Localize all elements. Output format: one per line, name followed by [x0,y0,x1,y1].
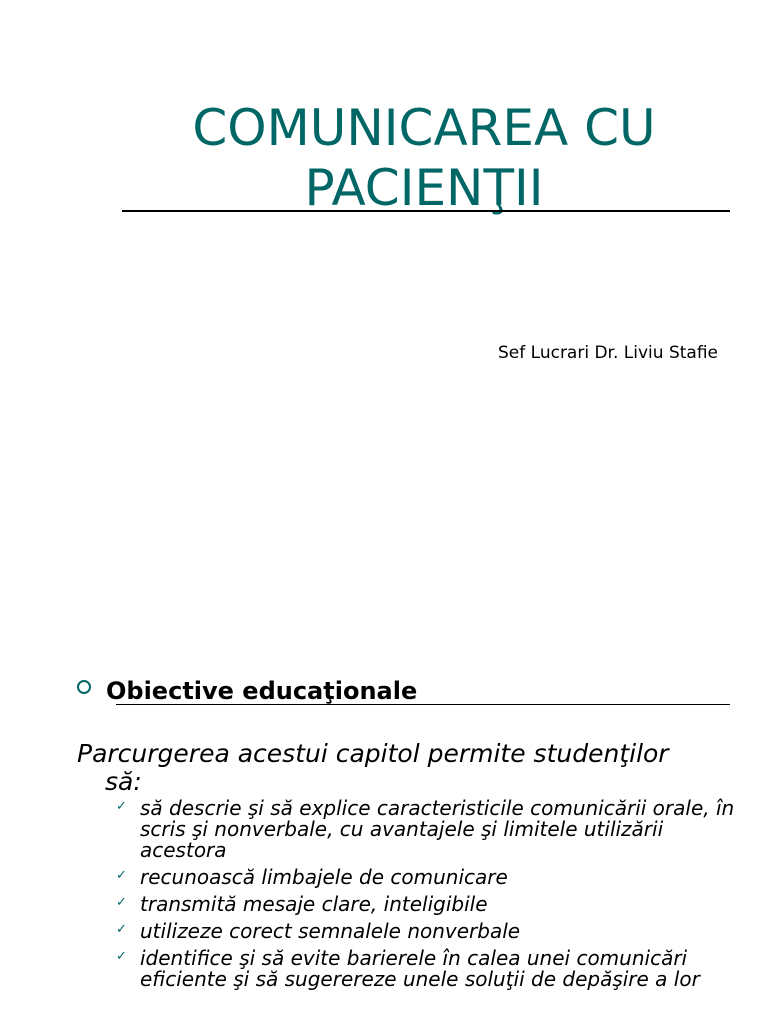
section-heading: Obiective educaţionale [106,677,418,705]
objective-text: transmită mesaje clare, inteligibile [140,892,488,916]
checkmark-icon: ✓ [116,868,127,883]
objective-text: utilizeze corect semnalele nonverbale [140,919,521,943]
checkmark-icon: ✓ [116,799,127,814]
list-item [116,798,736,861]
objectives-list [116,798,736,996]
intro-line-2: să: [105,767,142,796]
checkmark-icon: ✓ [116,922,127,937]
list-item [116,867,736,888]
objective-text: recunoască limbajele de comunicare [140,865,508,889]
title-line-1: COMUNICAREA CU [192,99,656,157]
list-item [116,894,736,915]
list-item [116,921,736,942]
intro-line-1: Parcurgerea acestui capitol permite studenţilor [77,739,669,768]
checkmark-icon: ✓ [116,895,127,910]
page-title [120,98,728,218]
circle-bullet-icon [77,680,91,694]
objective-text: identifice şi să evite barierele în calea unei comunicări eficiente şi să sugerereze unele soluţii de depăşire a lor [140,946,700,991]
list-item [116,948,736,990]
objective-text: să descrie şi să explice caracteristicile comunicării orale, în scris şi nonverbale, cu avantajele şi limitele utilizării acestora [140,796,735,862]
title-underline [122,210,730,212]
title-line-2: PACIENŢII [304,159,544,217]
intro-text [77,740,727,796]
heading-underline [116,704,730,705]
author-name: Sef Lucrari Dr. Liviu Stafie [498,343,718,363]
checkmark-icon: ✓ [116,949,127,964]
